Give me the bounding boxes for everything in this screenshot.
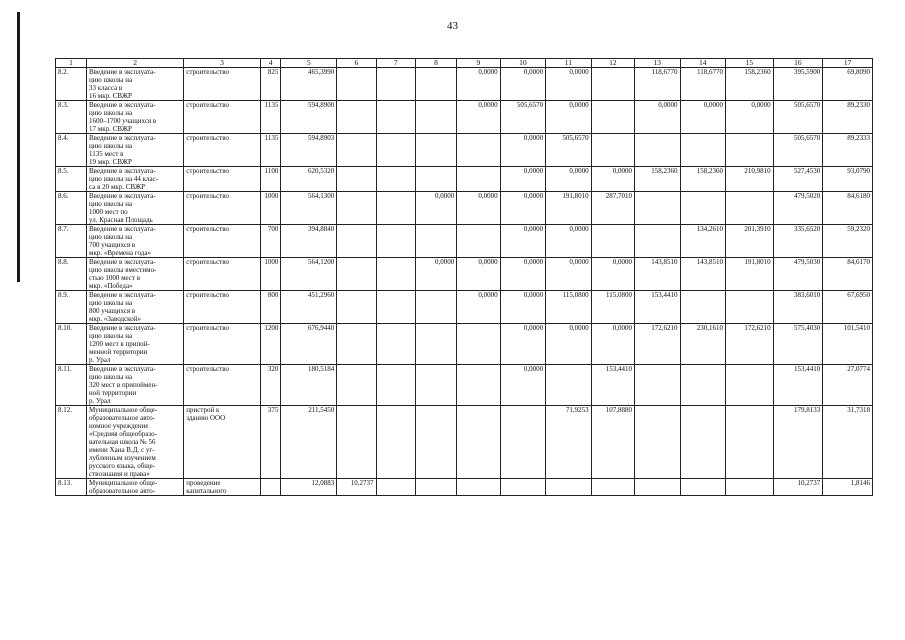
table-cell: [376, 324, 415, 365]
table-cell: 12,0883: [281, 479, 337, 496]
table-cell: 375: [260, 406, 281, 479]
table-cell: 383,6010: [773, 291, 823, 324]
table-row: [56, 68, 873, 101]
table-cell: [546, 365, 592, 406]
column-header: 4: [260, 59, 281, 68]
table-cell: 575,4030: [773, 324, 823, 365]
table-cell: Введение в эксплуата- цию школы на 1000 мест по ул. Красная Площадь: [87, 192, 184, 225]
table-cell: [337, 258, 376, 291]
column-header: 7: [376, 59, 415, 68]
table-cell: Введение в эксплуата- цию школы на 44 клас- са в 20 мкр. СВЖР: [87, 167, 184, 192]
table-cell: 172,6210: [726, 324, 774, 365]
table-cell: [591, 134, 634, 167]
table-row: [56, 192, 873, 225]
column-header: 13: [635, 59, 681, 68]
table-cell: [680, 479, 726, 496]
table-cell: 0,0000: [591, 167, 634, 192]
table-cell: 0,0000: [546, 225, 592, 258]
table-cell: [500, 406, 546, 479]
table-cell: [376, 134, 415, 167]
table-row: [56, 406, 873, 479]
table-cell: [457, 406, 500, 479]
table-cell: 8.7.: [56, 225, 87, 258]
table-cell: 564,1200: [281, 258, 337, 291]
table-cell: [337, 324, 376, 365]
table-row: [56, 101, 873, 134]
table-cell: 201,3910: [726, 225, 774, 258]
table-cell: 134,2610: [680, 225, 726, 258]
table-cell: [260, 479, 281, 496]
table-cell: пристрой к зданию ООО: [184, 406, 261, 479]
column-header: 2: [87, 59, 184, 68]
table-cell: [457, 365, 500, 406]
table-cell: [415, 479, 456, 496]
table-cell: [546, 479, 592, 496]
table-cell: 69,8090: [823, 68, 873, 101]
table-cell: Муниципальное обще- образовательное авто- номное учреждение «Средняя общеобразо- вательная школа № 56 имени Хана В.Д. с уг- лубленным изучением русского языка, обще- ствознания и права»: [87, 406, 184, 479]
table-cell: 505,6570: [773, 134, 823, 167]
table-cell: 620,5320: [281, 167, 337, 192]
table-cell: 8.6.: [56, 192, 87, 225]
table-cell: 1,8146: [823, 479, 873, 496]
table-cell: 0,0000: [500, 258, 546, 291]
table-cell: [500, 479, 546, 496]
table-cell: [376, 101, 415, 134]
table-cell: Введение в эксплуата- цию школы на 800 учащихся в мкр. «Заводской»: [87, 291, 184, 324]
table-cell: 335,6520: [773, 225, 823, 258]
table-cell: 1135: [260, 134, 281, 167]
table-cell: строительство: [184, 324, 261, 365]
table-cell: [337, 134, 376, 167]
table-row: [56, 167, 873, 192]
table-cell: 191,8010: [546, 192, 592, 225]
table-cell: 0,0000: [500, 291, 546, 324]
table-cell: строительство: [184, 192, 261, 225]
table-cell: [415, 324, 456, 365]
table-cell: 0,0000: [726, 101, 774, 134]
table-cell: [415, 291, 456, 324]
table-cell: 179,8133: [773, 406, 823, 479]
table-cell: Введение в эксплуата- цию школы на 320 мест в припоймен- ной территории р. Урал: [87, 365, 184, 406]
table-cell: 89,2330: [823, 101, 873, 134]
table-cell: 395,5900: [773, 68, 823, 101]
table-cell: 143,8510: [680, 258, 726, 291]
column-header: 1: [56, 59, 87, 68]
table-cell: 8.12.: [56, 406, 87, 479]
table-cell: [680, 134, 726, 167]
table-cell: [680, 406, 726, 479]
table-cell: 564,1300: [281, 192, 337, 225]
table-cell: 84,6180: [823, 192, 873, 225]
table-cell: 451,2960: [281, 291, 337, 324]
table-cell: 0,0000: [500, 167, 546, 192]
table-cell: [591, 225, 634, 258]
table-cell: 287,7010: [591, 192, 634, 225]
table-cell: 0,0000: [680, 101, 726, 134]
table-cell: 158,2360: [726, 68, 774, 101]
table-cell: 118,6770: [635, 68, 681, 101]
table-cell: 1000: [260, 258, 281, 291]
table-cell: [415, 406, 456, 479]
table-cell: 8.5.: [56, 167, 87, 192]
table-cell: [376, 258, 415, 291]
table-cell: 31,7318: [823, 406, 873, 479]
table-cell: строительство: [184, 68, 261, 101]
column-header: 3: [184, 59, 261, 68]
table-cell: Введение в эксплуата- цию школы на 1600–1700 учащихся в 17 мкр. СВЖР: [87, 101, 184, 134]
table-cell: 210,9810: [726, 167, 774, 192]
table-cell: [337, 406, 376, 479]
table-cell: Введение в эксплуата- цию школы на 33 класса в 16 мкр. СВЖР: [87, 68, 184, 101]
table-cell: 158,2360: [635, 167, 681, 192]
table-cell: 143,8510: [635, 258, 681, 291]
table-row: [56, 479, 873, 496]
table-cell: 211,5450: [281, 406, 337, 479]
table-cell: 153,4410: [591, 365, 634, 406]
table-cell: [680, 291, 726, 324]
table-cell: 27,0774: [823, 365, 873, 406]
table-cell: [726, 192, 774, 225]
table-cell: 8.2.: [56, 68, 87, 101]
table-cell: 825: [260, 68, 281, 101]
table-cell: [726, 406, 774, 479]
column-header: 9: [457, 59, 500, 68]
table-cell: 0,0000: [591, 258, 634, 291]
table-cell: 505,6570: [546, 134, 592, 167]
table-row: [56, 291, 873, 324]
table-cell: 230,1610: [680, 324, 726, 365]
table-cell: [376, 365, 415, 406]
table-cell: 479,5020: [773, 192, 823, 225]
table-cell: [337, 101, 376, 134]
table-cell: [591, 101, 634, 134]
table-cell: 8.9.: [56, 291, 87, 324]
table-cell: [337, 68, 376, 101]
table-cell: [415, 134, 456, 167]
table-cell: [635, 225, 681, 258]
table-cell: [457, 134, 500, 167]
table-cell: [680, 365, 726, 406]
table-cell: 0,0000: [500, 365, 546, 406]
column-header: 17: [823, 59, 873, 68]
page-number: 43: [447, 20, 458, 32]
table-cell: 0,0000: [500, 192, 546, 225]
table-cell: [457, 324, 500, 365]
table-cell: 0,0000: [500, 324, 546, 365]
table-cell: 0,0000: [546, 324, 592, 365]
table-cell: 0,0000: [546, 167, 592, 192]
table-cell: строительство: [184, 291, 261, 324]
table-cell: 8.4.: [56, 134, 87, 167]
table-cell: [591, 68, 634, 101]
table-cell: [591, 479, 634, 496]
table-row: [56, 324, 873, 365]
table-cell: 10,2737: [337, 479, 376, 496]
table-row: [56, 258, 873, 291]
table-cell: 1200: [260, 324, 281, 365]
column-header: 12: [591, 59, 634, 68]
table-cell: [415, 365, 456, 406]
table-cell: 67,6950: [823, 291, 873, 324]
table-row: [56, 365, 873, 406]
column-header: 10: [500, 59, 546, 68]
table-cell: [337, 365, 376, 406]
table-cell: [635, 134, 681, 167]
table-cell: [457, 167, 500, 192]
table-cell: 10,2737: [773, 479, 823, 496]
table-cell: 1100: [260, 167, 281, 192]
table-cell: 394,8840: [281, 225, 337, 258]
table-cell: [337, 291, 376, 324]
column-header: 16: [773, 59, 823, 68]
table-cell: 89,2333: [823, 134, 873, 167]
table-cell: Введение в эксплуата- цию школы на 1200 мест в припой- менной территории р. Урал: [87, 324, 184, 365]
table-cell: 8.8.: [56, 258, 87, 291]
table-cell: 320: [260, 365, 281, 406]
table-cell: 71,9253: [546, 406, 592, 479]
table-cell: [376, 167, 415, 192]
table-cell: проведение капитального: [184, 479, 261, 496]
table-cell: 84,6170: [823, 258, 873, 291]
table-cell: 0,0000: [457, 68, 500, 101]
table-cell: [635, 365, 681, 406]
table-cell: [726, 365, 774, 406]
column-header: 5: [281, 59, 337, 68]
header-row: [56, 59, 873, 68]
table-cell: [376, 406, 415, 479]
table-cell: Муниципальное обще- образовательное авто-: [87, 479, 184, 496]
table-cell: [376, 479, 415, 496]
table-cell: [635, 192, 681, 225]
table-cell: строительство: [184, 167, 261, 192]
table-row: [56, 134, 873, 167]
table-cell: 118,6770: [680, 68, 726, 101]
table-cell: 8.11.: [56, 365, 87, 406]
table-cell: 479,5030: [773, 258, 823, 291]
table-cell: [376, 291, 415, 324]
table-cell: [415, 167, 456, 192]
table-cell: 153,4410: [635, 291, 681, 324]
table-cell: 465,3990: [281, 68, 337, 101]
table-cell: строительство: [184, 225, 261, 258]
table-cell: 505,6570: [773, 101, 823, 134]
data-table: [55, 58, 873, 496]
column-header: 8: [415, 59, 456, 68]
table-cell: 700: [260, 225, 281, 258]
table-cell: строительство: [184, 101, 261, 134]
table-cell: 172,6210: [635, 324, 681, 365]
table-cell: 59,2320: [823, 225, 873, 258]
column-header: 11: [546, 59, 592, 68]
table-cell: 676,9440: [281, 324, 337, 365]
table-cell: 93,0790: [823, 167, 873, 192]
table-cell: [376, 225, 415, 258]
table-cell: [337, 167, 376, 192]
table-cell: 0,0000: [457, 291, 500, 324]
table-cell: 8.3.: [56, 101, 87, 134]
table-cell: 527,4530: [773, 167, 823, 192]
table-cell: Введение в эксплуата- цию школы вместимо- стью 1000 мест в мкр. «Победа»: [87, 258, 184, 291]
table-cell: 0,0000: [635, 101, 681, 134]
table-cell: 0,0000: [415, 192, 456, 225]
table-cell: 153,4410: [773, 365, 823, 406]
table-cell: 0,0000: [591, 324, 634, 365]
table-cell: 191,8010: [726, 258, 774, 291]
table-cell: строительство: [184, 258, 261, 291]
table-cell: [635, 406, 681, 479]
table-cell: 0,0000: [457, 258, 500, 291]
table-cell: 8.10.: [56, 324, 87, 365]
column-header: 15: [726, 59, 774, 68]
table-cell: 115,0800: [546, 291, 592, 324]
table-cell: 158,2360: [680, 167, 726, 192]
table-cell: 0,0000: [500, 225, 546, 258]
table-cell: 0,0000: [500, 134, 546, 167]
table-cell: 505,6570: [500, 101, 546, 134]
table-cell: 180,5184: [281, 365, 337, 406]
column-header: 14: [680, 59, 726, 68]
table-cell: 0,0000: [546, 258, 592, 291]
table-cell: 1000: [260, 192, 281, 225]
table-cell: [415, 225, 456, 258]
table-cell: [457, 225, 500, 258]
table-cell: строительство: [184, 134, 261, 167]
table-cell: [726, 134, 774, 167]
table-cell: [680, 192, 726, 225]
table-cell: 0,0000: [546, 68, 592, 101]
table-cell: 594,8903: [281, 134, 337, 167]
margin-bar: [17, 12, 20, 282]
table-cell: Введение в эксплуата- цию школы на 700 учащихся в мкр. «Времена года»: [87, 225, 184, 258]
table-cell: 0,0000: [546, 101, 592, 134]
table-cell: [635, 479, 681, 496]
table-cell: [726, 479, 774, 496]
table-cell: [415, 68, 456, 101]
table-cell: 0,0000: [415, 258, 456, 291]
table-body: [56, 68, 873, 496]
table-cell: Введение в эксплуата- цию школы на 1135 мест в 19 мкр. СВЖР: [87, 134, 184, 167]
table-cell: строительство: [184, 365, 261, 406]
table-cell: [337, 192, 376, 225]
table-row: [56, 225, 873, 258]
table-cell: 8.13.: [56, 479, 87, 496]
table-cell: [337, 225, 376, 258]
table-cell: 0,0000: [457, 192, 500, 225]
table-cell: [376, 68, 415, 101]
table-cell: [376, 192, 415, 225]
table-cell: 107,8880: [591, 406, 634, 479]
table-cell: 101,5410: [823, 324, 873, 365]
table-cell: 594,8900: [281, 101, 337, 134]
table-cell: 800: [260, 291, 281, 324]
table-cell: 0,0000: [500, 68, 546, 101]
table-cell: [415, 101, 456, 134]
table-cell: [457, 479, 500, 496]
table-cell: 115,0800: [591, 291, 634, 324]
column-header: 6: [337, 59, 376, 68]
table-cell: 1135: [260, 101, 281, 134]
table-cell: 0,0000: [457, 101, 500, 134]
table-cell: [726, 291, 774, 324]
